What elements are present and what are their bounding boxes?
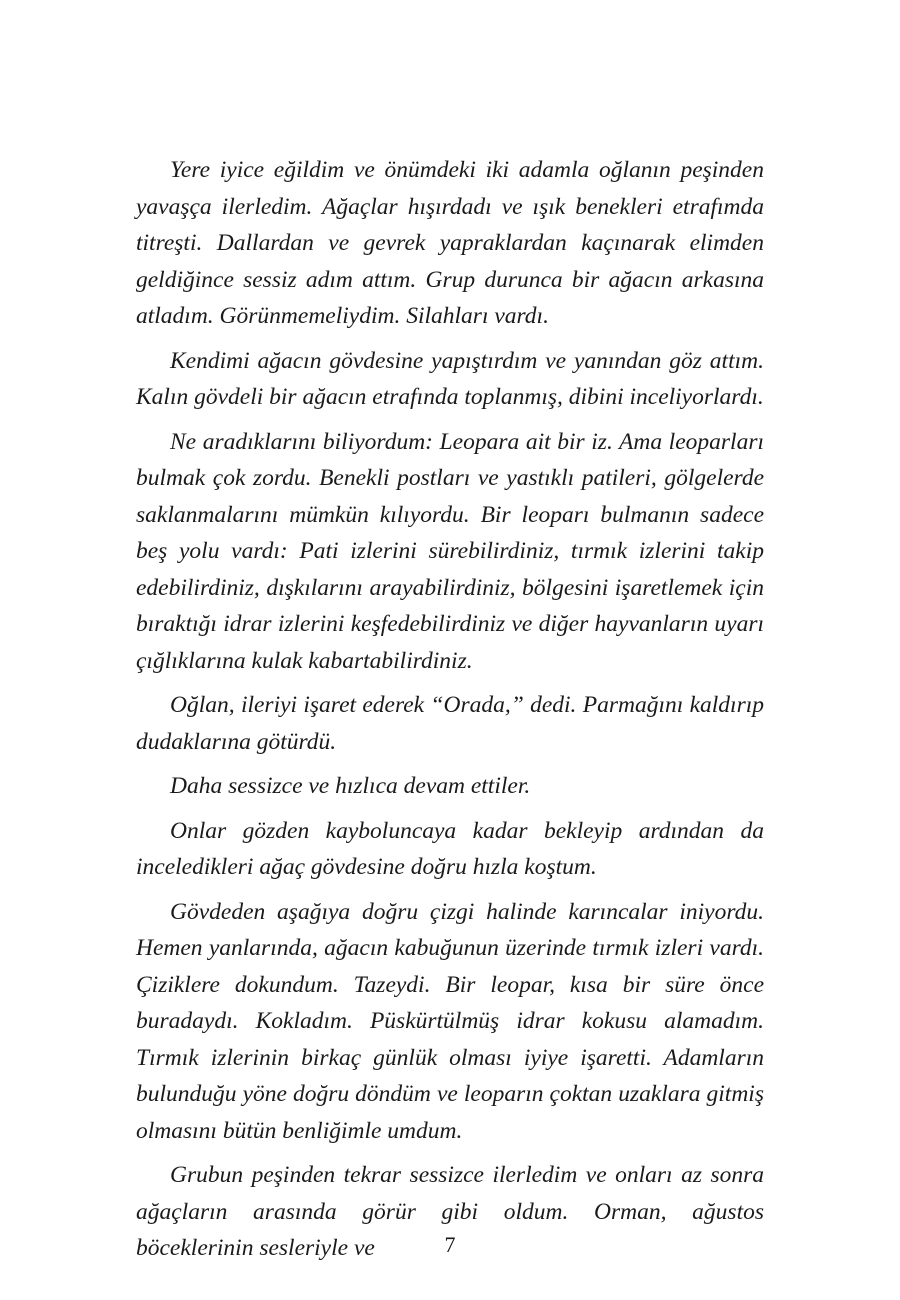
page-number: 7 [444,1232,456,1257]
paragraph: Gövdeden aşağıya doğru çizgi halinde karıncalar iniyordu. Hemen yanlarında, ağacın kabuğunun üzerinde tırmık izleri vardı. Çiziklere dokundum. Tazeydi. Bir leopar, kısa bir süre önce buradaydı. Kokladım. Püskürtülmüş idrar kokusu alamadım. Tırmık izlerinin birkaç günlük olması iyiye işaretti. Adamların bulunduğu yöne doğru döndüm ve leoparın çoktan uzaklara gitmiş olmasını bütün benliğimle umdum. [136,898,764,1144]
paragraph: Yere iyice eğildim ve önümdeki iki adamla oğlanın peşinden yavaşça ilerledim. Ağaçlar hışırdadı ve ışık benekleri etrafımda titreşti. Dallardan ve gevrek yapraklardan kaçınarak elimden geldiğince sessiz adım attım. Grup durunca bir ağacın arkasına atladım. Görünmemeliydim. Silahları vardı. [136,157,764,329]
paragraph: Grubun peşinden tekrar sessizce ilerledim ve onları az sonra ağaçların arasında görür gibi oldum. Orman, ağustos böceklerinin sesleriyle ve [136,1162,764,1261]
page-body [136,152,764,1275]
paragraph: Onlar gözden kayboluncaya kadar bekleyip ardından da inceledikleri ağaç gövdesine doğru hızla koştum. [136,817,764,880]
paragraph: Kendimi ağacın gövdesine yapıştırdım ve yanından göz attım. Kalın gövdeli bir ağacın etrafında toplanmış, dibini inceliyorlardı. [136,347,764,410]
paragraph: Oğlan, ileriyi işaret ederek “Orada,” dedi. Parmağını kaldırıp dudaklarına götürdü. [136,692,764,755]
paragraph: Daha sessizce ve hızlıca devam ettiler. [170,773,531,799]
paragraph: Ne aradıklarını biliyordum: Leopara ait bir iz. Ama leoparları bulmak çok zordu. Benekli postları ve yastıklı patileri, gölgelerde saklanmalarını mümkün kılıyordu. Bir leoparı bulmanın sadece beş yolu vardı: Pati izlerini sürebilirdiniz, tırmık izlerini takip edebilirdiniz, dışkılarını arayabilirdiniz, bölgesini işaretlemek için bıraktığı idrar izlerini keşfedebilirdiniz ve diğer hayvanların uyarı çığlıklarına kulak kabartabilirdiniz. [136,428,764,674]
